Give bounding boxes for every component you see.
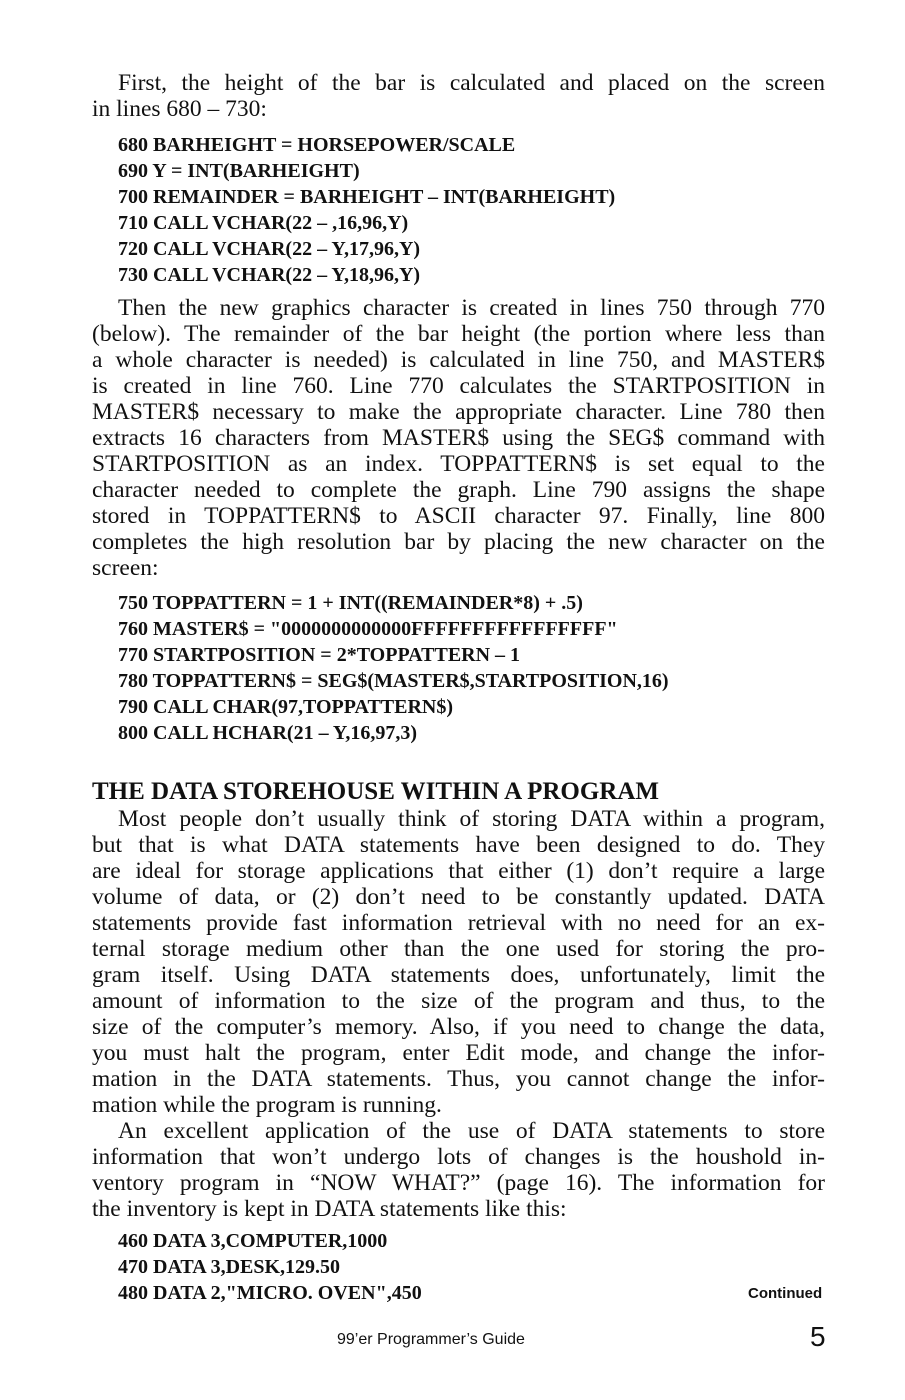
text-line: you must halt the program, enter Edit mode, and change the infor- <box>92 1040 825 1066</box>
text-line: screen: <box>92 555 159 581</box>
text-line: An excellent application of the use of DATA statements to store <box>118 1118 825 1144</box>
code-line: 700 REMAINDER = BARHEIGHT – INT(BARHEIGHT) <box>118 186 616 208</box>
continued-label: Continued <box>748 1285 823 1302</box>
text-line: but that is what DATA statements have been designed to do. They <box>92 832 825 858</box>
code-listing-data-statements <box>118 1228 422 1306</box>
text-line: statements provide fast information retrieval with no need for an ex- <box>92 910 825 936</box>
text-line: mation in the DATA statements. Thus, you cannot change the infor- <box>92 1066 825 1092</box>
text-line: amount of information to the size of the program and thus, to the <box>92 988 825 1014</box>
text-line: First, the height of the bar is calculated and placed on the screen <box>118 70 825 96</box>
text-line: information that won’t undergo lots of changes is the houshold in- <box>92 1144 825 1170</box>
text-line: size of the computer’s memory. Also, if you need to change the data, <box>92 1014 825 1040</box>
inventory-paragraph <box>92 1118 825 1222</box>
code-line: 780 TOPPATTERN$ = SEG$(MASTER$,STARTPOSITION,16) <box>118 670 669 692</box>
code-line: 680 BARHEIGHT = HORSEPOWER/SCALE <box>118 134 516 156</box>
code-line: 480 DATA 2,"MICRO. OVEN",450 <box>118 1282 422 1304</box>
text-line: stored in TOPPATTERN$ to ASCII character 97. Finally, line 800 <box>92 503 825 529</box>
text-line: (below). The remainder of the bar height (the portion where less than <box>92 321 825 347</box>
text-line: a whole character is needed) is calculated in line 750, and MASTER$ <box>92 347 825 373</box>
text-line: gram itself. Using DATA statements does, unfortunately, limit the <box>92 962 825 988</box>
text-line: is created in line 760. Line 770 calculates the STARTPOSITION in <box>92 373 825 399</box>
code-line: 720 CALL VCHAR(22 – Y,17,96,Y) <box>118 238 421 260</box>
code-line: 730 CALL VCHAR(22 – Y,18,96,Y) <box>118 264 421 286</box>
text-line: Then the new graphics character is created in lines 750 through 770 <box>118 295 825 321</box>
footer-book-title: 99’er Programmer’s Guide <box>337 1331 525 1348</box>
text-line: in lines 680 – 730: <box>92 96 267 122</box>
text-line: completes the high resolution bar by placing the new character on the <box>92 529 825 555</box>
text-line: are ideal for storage applications that either (1) don’t require a large <box>92 858 825 884</box>
code-line: 770 STARTPOSITION = 2*TOPPATTERN – 1 <box>118 644 521 666</box>
code-line: 760 MASTER$ = "0000000000000FFFFFFFFFFFFFFFF" <box>118 618 618 640</box>
code-line: 790 CALL CHAR(97,TOPPATTERN$) <box>118 696 454 718</box>
text-line: ternal storage medium other than the one used for storing the pro- <box>92 936 825 962</box>
text-line: extracts 16 characters from MASTER$ using the SEG$ command with <box>92 425 825 451</box>
code-line: 710 CALL VCHAR(22 – ,16,96,Y) <box>118 212 409 234</box>
text-line: volume of data, or (2) don’t need to be constantly updated. DATA <box>92 884 825 910</box>
code-line: 750 TOPPATTERN = 1 + INT((REMAINDER*8) + .5) <box>118 592 583 614</box>
data-storehouse-paragraph <box>92 806 825 1118</box>
code-line: 690 Y = INT(BARHEIGHT) <box>118 160 360 182</box>
text-line: STARTPOSITION as an index. TOPPATTERN$ is set equal to the <box>92 451 825 477</box>
text-line: character needed to complete the graph. Line 790 assigns the shape <box>92 477 825 503</box>
graphics-character-paragraph <box>92 295 825 581</box>
section-heading: THE DATA STOREHOUSE WITHIN A PROGRAM <box>92 778 660 805</box>
code-listing-bar-height <box>118 132 615 288</box>
page-number: 5 <box>810 1321 826 1352</box>
code-line: 470 DATA 3,DESK,129.50 <box>118 1256 341 1278</box>
code-line: 460 DATA 3,COMPUTER,1000 <box>118 1230 388 1252</box>
text-line: mation while the program is running. <box>92 1092 442 1118</box>
code-listing-top-pattern <box>118 590 669 746</box>
intro-paragraph <box>92 70 825 122</box>
text-line: the inventory is kept in DATA statements like this: <box>92 1196 567 1222</box>
text-line: MASTER$ necessary to make the appropriate character. Line 780 then <box>92 399 825 425</box>
text-line: ventory program in “NOW WHAT?” (page 16). The information for <box>92 1170 825 1196</box>
text-line: Most people don’t usually think of storing DATA within a program, <box>118 806 825 832</box>
code-line: 800 CALL HCHAR(21 – Y,16,97,3) <box>118 722 418 744</box>
